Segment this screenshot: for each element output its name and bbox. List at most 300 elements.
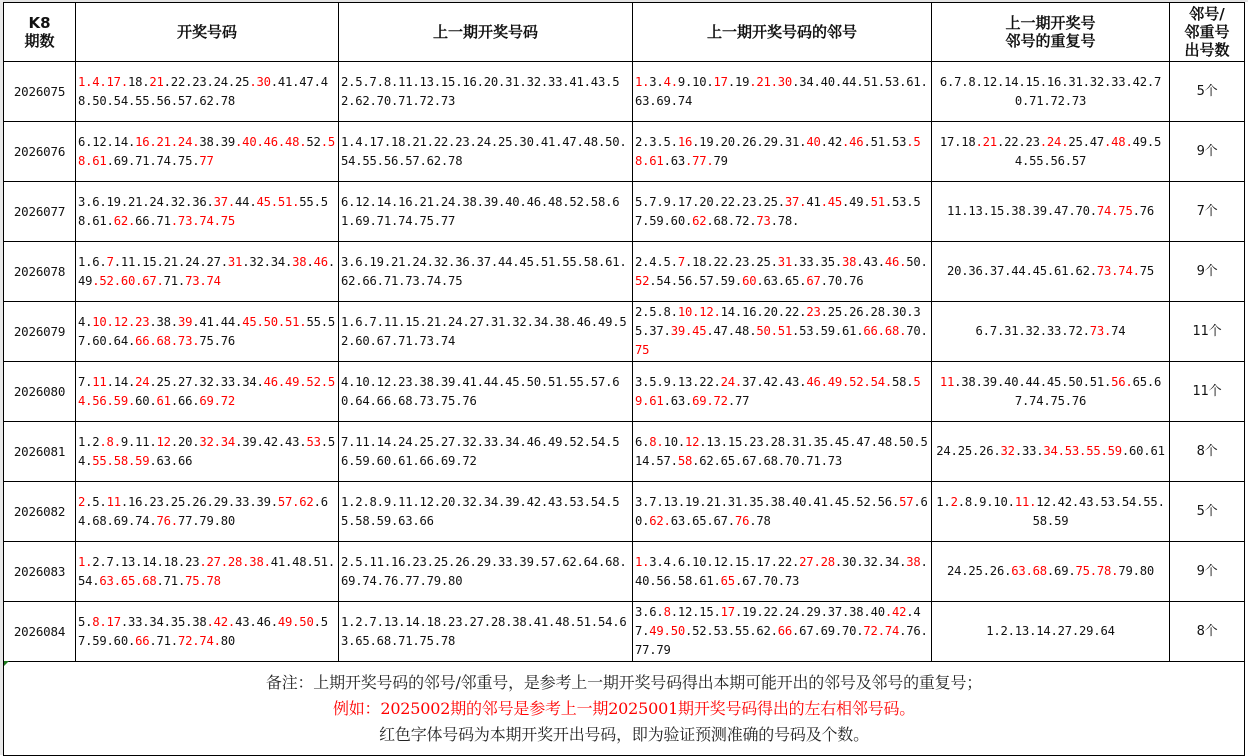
number-segment: .69. <box>1046 564 1076 578</box>
period-cell[interactable]: 2026083 <box>4 542 76 602</box>
number-segment: .8.9.10. <box>957 494 1015 509</box>
hit-number-segment: 17 <box>713 74 728 89</box>
hit-number-segment: .58.61 <box>78 134 335 168</box>
period-cell[interactable]: 2026077 <box>4 182 76 242</box>
number-segment: 3.7.13.19.21.31.35.38.40.41.45.52.56. <box>635 494 900 509</box>
hit-number-segment: 46.49.52.54. <box>806 374 892 389</box>
number-segment: 58. <box>891 374 914 389</box>
hit-number-segment: 17 <box>720 605 735 619</box>
hit-number-segment: 32.34 <box>199 434 236 449</box>
hit-number-segment: 73.74 <box>185 273 221 288</box>
number-segment: 74 <box>1111 324 1126 338</box>
number-segment: 49.54.55.56.57 <box>1014 134 1162 168</box>
hit-number-segment: 39.45 <box>670 324 707 338</box>
number-segment: 63.65.67. <box>670 513 735 528</box>
number-segment: .57.59.60. <box>78 614 328 648</box>
table-row <box>4 542 1245 602</box>
hit-number-segment: 16.21.24. <box>135 134 200 149</box>
notes-cell[interactable] <box>4 662 1245 756</box>
hit-number-segment: 53 <box>306 434 321 449</box>
prev-draw-numbers-cell[interactable] <box>339 362 633 422</box>
draw-numbers-cell[interactable] <box>76 602 339 662</box>
number-segment: 41 <box>806 194 821 209</box>
number-segment: 79.80 <box>1118 564 1154 578</box>
number-segment: .76.77.79 <box>635 624 928 657</box>
number-segment: .63. <box>663 393 693 408</box>
number-segment: .14. <box>106 374 136 389</box>
hit-number-segment: 12 <box>156 434 171 449</box>
table-body <box>4 62 1245 662</box>
hit-number-segment: 62. <box>113 213 136 228</box>
number-segment: 5. <box>78 614 93 629</box>
hit-number-segment: 67 <box>806 273 821 288</box>
neighbor-repeats-cell[interactable] <box>932 602 1170 662</box>
number-segment: .77 <box>727 393 750 408</box>
hit-number-segment: 45.51. <box>256 194 300 209</box>
hit-number-segment: 58 <box>677 453 693 468</box>
number-segment: 75 <box>1139 264 1154 278</box>
number-segment: .76 <box>1132 204 1154 218</box>
number-segment: .49 <box>78 254 335 288</box>
header-count-line1: 邻号/ <box>1189 5 1225 23</box>
hit-number-segment: 32 <box>1000 444 1015 458</box>
header-repeats-line2: 邻号的重复号 <box>1005 32 1096 50</box>
header-row <box>4 3 1245 62</box>
note-line-3: 红色字体号码为本期开奖开出号码，即为验证预测准确的号码及个数。 <box>379 724 869 744</box>
prev-draw-numbers-cell[interactable] <box>339 182 633 242</box>
number-segment: .52.53.55.62. <box>684 624 778 638</box>
number-segment: . <box>306 254 314 269</box>
note-line-2-example: 例如：2025002期的邻号是参考上一期2025001期开奖号码得出的左右相邻号码。 <box>332 698 916 718</box>
hit-number-segment: 37. <box>784 194 807 209</box>
number-segment: .64.68.69.74. <box>78 494 328 528</box>
table-row <box>4 422 1245 482</box>
number-segment: .54.56.57.59. <box>649 273 743 288</box>
hit-number-segment: 7 <box>677 254 685 269</box>
hit-number-segment: 8. <box>649 434 664 449</box>
period-cell[interactable]: 2026081 <box>4 422 76 482</box>
number-segment: .33.34.35.38 <box>120 614 207 629</box>
number-segment: .25.27.32.33.34. <box>149 374 264 389</box>
number-segment: .60.61 <box>1121 444 1165 458</box>
hit-number-segment: 73.74. <box>1096 264 1140 278</box>
number-segment: .18.22.23.25. <box>684 254 778 269</box>
number-segment: 79 <box>713 153 728 168</box>
neighbor-repeats-cell[interactable] <box>932 182 1170 242</box>
number-segment: .42 <box>820 134 843 149</box>
number-segment: 1.2.13.14.27.29.64 <box>986 624 1115 638</box>
period-cell[interactable]: 2026078 <box>4 242 76 302</box>
hit-number-segment: 46.49.52.54.56.59. <box>78 374 335 408</box>
number-segment: .47. <box>635 605 921 638</box>
hit-number-segment: .40.46.48. <box>235 134 307 149</box>
number-segment: 20.36.37.44.45.61.62. <box>947 264 1097 278</box>
hit-number-segment: 40 <box>806 134 821 149</box>
header-repeats[interactable] <box>932 3 1170 62</box>
notes-row <box>4 662 1245 756</box>
table-row <box>4 182 1245 242</box>
hit-number-segment: 52 <box>635 273 650 288</box>
prev-draw-numbers-cell[interactable] <box>339 242 633 302</box>
hit-count-cell[interactable]: 9个 <box>1170 542 1245 602</box>
prev-draw-numbers-cell[interactable] <box>339 122 633 182</box>
hit-number-segment: 59.61 <box>635 374 921 408</box>
number-segment: 70. <box>906 324 928 338</box>
hit-number-segment: 55.58.59 <box>92 453 150 468</box>
number-segment: 7.11.14.24.25.27.32.33.34.46.49.52.54.56.59.60.61.66.69.72 <box>341 434 620 468</box>
hit-number-segment: .30 <box>249 74 271 89</box>
hit-count-cell[interactable]: 7个 <box>1170 182 1245 242</box>
hit-count-cell[interactable]: 11个 <box>1170 302 1245 362</box>
draw-numbers-cell[interactable] <box>76 482 339 542</box>
number-segment: 38.39 <box>199 134 236 149</box>
number-segment: 3.6.19.21.24.32.36.37.44.45.51.55.58.61.62.66.71.73.74.75 <box>341 254 627 288</box>
table-row <box>4 602 1245 662</box>
hit-number-segment: 38 <box>842 254 857 269</box>
table-row <box>4 302 1245 362</box>
hit-number-segment: 1. <box>635 554 650 569</box>
number-segment: 4.10.12.23.38.39.41.44.45.50.51.55.57.60.64.66.68.73.75.76 <box>341 374 620 408</box>
neighbor-repeats-cell[interactable] <box>932 62 1170 122</box>
hit-number-segment: 60 <box>742 273 757 288</box>
neighbor-repeats-cell[interactable] <box>932 422 1170 482</box>
hit-number-segment: .21 <box>975 134 997 149</box>
hit-count-cell[interactable]: 8个 <box>1170 422 1245 482</box>
number-segment: .62.65.67.68.70.71.73 <box>692 453 842 468</box>
number-segment: 9.10. <box>677 74 714 89</box>
hit-number-segment: 76. <box>156 513 178 528</box>
number-segment: .47.48. <box>706 324 757 338</box>
number-segment: 6.12.14. <box>78 134 136 149</box>
hit-number-segment: .8. <box>99 434 121 449</box>
draw-numbers-cell[interactable] <box>76 542 339 602</box>
prev-draw-numbers-cell[interactable] <box>339 62 633 122</box>
header-period-line1: K8 <box>28 14 51 32</box>
number-segment: 55.57.60.64. <box>78 314 336 348</box>
hit-number-segment: 63.68 <box>1011 564 1047 578</box>
prev-draw-numbers-cell[interactable] <box>339 482 633 542</box>
number-segment: .43. <box>856 254 885 269</box>
hit-number-segment: 62 <box>692 213 707 228</box>
number-segment: .53.59.61. <box>792 324 864 338</box>
number-segment: 60. <box>135 393 157 408</box>
hit-number-segment: 8 <box>663 605 671 619</box>
number-segment: .60. <box>635 494 928 528</box>
number-segment: .41.44. <box>192 314 243 329</box>
hit-number-segment: 10.12.23 <box>92 314 150 329</box>
hit-number-segment: 46. <box>884 254 907 269</box>
hit-number-segment: 27.28 <box>799 554 835 569</box>
prev-draw-numbers-cell[interactable] <box>339 542 633 602</box>
period-cell[interactable]: 2026084 <box>4 602 76 662</box>
draw-numbers-cell[interactable] <box>76 182 339 242</box>
hit-count-cell[interactable]: 8个 <box>1170 602 1245 662</box>
hit-number-segment: 21 <box>149 74 164 89</box>
prev-neighbors-cell[interactable] <box>633 482 932 542</box>
hit-number-segment: .45 <box>820 194 843 209</box>
number-segment: .12.15. <box>670 605 721 619</box>
prev-neighbors-cell[interactable] <box>633 62 932 122</box>
prev-neighbors-cell[interactable] <box>633 122 932 182</box>
number-segment: 6.7.31.32.33.72. <box>975 324 1090 338</box>
hit-number-segment: 11 <box>939 374 955 389</box>
hit-number-segment: 61 <box>156 393 171 408</box>
hit-number-segment: 1. <box>78 554 93 569</box>
hit-number-segment: .21.30 <box>749 74 793 89</box>
table-row <box>4 242 1245 302</box>
number-segment: 2.3.5. <box>635 134 678 149</box>
number-segment: .78. <box>770 213 800 228</box>
hit-number-segment: 73 <box>756 213 771 228</box>
hit-number-segment: 57.62 <box>277 494 314 509</box>
hit-number-segment: 46 <box>313 254 328 269</box>
number-segment: .69.71.74.75. <box>106 153 200 168</box>
hit-number-segment: 38 <box>906 554 921 569</box>
draw-numbers-cell[interactable] <box>76 242 339 302</box>
number-segment: .39.42.43. <box>235 434 307 449</box>
number-segment: .71. <box>149 633 178 648</box>
hit-number-segment: 1.4.17. <box>78 74 128 89</box>
prev-draw-numbers-cell[interactable] <box>339 602 633 662</box>
neighbor-repeats-cell[interactable] <box>932 242 1170 302</box>
number-segment: .71. <box>156 573 186 588</box>
prev-neighbors-cell[interactable] <box>633 602 932 662</box>
prev-draw-numbers-cell[interactable] <box>339 422 633 482</box>
number-segment: .54. <box>78 434 335 468</box>
hit-number-segment: .52.60.67. <box>92 273 164 288</box>
hit-number-segment: 65 <box>720 573 735 588</box>
period-cell[interactable]: 2026080 <box>4 362 76 422</box>
hit-number-segment: 72.74. <box>177 633 221 648</box>
hit-number-segment: 31 <box>777 254 793 269</box>
number-segment: 12.42.43.53.54.55.58.59 <box>1032 494 1165 528</box>
header-period-line2: 期数 <box>24 32 55 50</box>
number-segment: 18. <box>127 74 150 89</box>
hit-number-segment: 77 <box>199 153 214 168</box>
number-segment: 75.76 <box>199 333 236 348</box>
draw-numbers-cell[interactable] <box>76 122 339 182</box>
number-segment: 43.46. <box>235 614 278 629</box>
prev-neighbors-cell[interactable] <box>633 182 932 242</box>
number-segment: 2.5.8. <box>635 305 678 319</box>
number-segment: 24.25.26. <box>946 564 1012 578</box>
hit-number-segment: 24 <box>135 374 150 389</box>
hit-number-segment: 37. <box>213 194 236 209</box>
hit-count-cell[interactable]: 11个 <box>1170 362 1245 422</box>
hit-number-segment: 24. <box>720 374 743 389</box>
number-segment: .19.20.26.29.31. <box>692 134 807 149</box>
number-segment: .20. <box>170 434 200 449</box>
header-draw[interactable]: 开奖号码 <box>76 3 339 62</box>
hit-number-segment: 16 <box>677 134 693 149</box>
hit-number-segment: 75.78 <box>185 573 221 588</box>
number-segment: 1.6. <box>78 254 107 269</box>
number-segment: .40.56.58.61. <box>635 554 928 588</box>
hit-number-segment: 66.68. <box>863 324 907 338</box>
number-segment: 37.42.43. <box>742 374 807 389</box>
hit-number-segment: 34.53.55.59 <box>1043 444 1122 458</box>
number-segment: 7. <box>78 374 93 389</box>
number-segment: 41.48.51.54. <box>78 554 335 588</box>
number-segment: 3.5.9.13.22. <box>635 374 721 389</box>
period-cell[interactable]: 2026075 <box>4 62 76 122</box>
prev-neighbors-cell[interactable] <box>633 422 932 482</box>
number-segment: .13.15.23.28.31.35.45.47.48.50.514.57. <box>635 434 928 468</box>
number-segment: 6. <box>635 434 650 449</box>
number-segment: 9.11. <box>120 434 157 449</box>
cell-comment-marker-icon <box>4 661 9 666</box>
number-segment: 52 <box>306 134 321 149</box>
period-cell[interactable]: 2026082 <box>4 482 76 542</box>
number-segment: .30.32.34. <box>834 554 907 569</box>
number-segment: 2.7.13.14.18.23 <box>92 554 200 569</box>
hit-number-segment: 51 <box>870 194 885 209</box>
number-segment: .25.26.28.30.35.37. <box>635 305 921 338</box>
number-segment: .78 <box>749 513 771 528</box>
number-segment: .67.70.73 <box>734 573 800 588</box>
number-segment: .19.22.24.29.37.38.40 <box>734 605 885 619</box>
number-segment: .53.57.59.60. <box>635 194 921 228</box>
number-segment: .22.23.24.25 <box>163 74 250 89</box>
period-cell[interactable]: 2026079 <box>4 302 76 362</box>
hit-count-cell[interactable]: 9个 <box>1170 122 1245 182</box>
number-segment: 14.16.20.22. <box>720 305 807 319</box>
number-segment: 44. <box>235 194 257 209</box>
number-segment: .66. <box>170 393 200 408</box>
number-segment: .41.47.48.50.54.55.56.57.62.78 <box>78 74 328 108</box>
number-segment: .33. <box>1014 444 1044 458</box>
hit-number-segment: 11 <box>106 494 121 509</box>
number-segment: 11.13.15.38.39.47.70. <box>947 204 1097 218</box>
number-segment: .51.53 <box>863 134 907 149</box>
hit-number-segment: 1. <box>635 74 650 89</box>
number-segment: 1.4.17.18.21.22.23.24.25.30.41.47.48.50.54.55.56.57.62.78 <box>341 134 627 168</box>
neighbor-repeats-cell[interactable] <box>932 482 1170 542</box>
header-prev-draw[interactable]: 上一期开奖号码 <box>339 3 633 62</box>
number-segment: 2.5.11.16.23.25.26.29.33.39.57.62.64.68.69.74.76.77.79.80 <box>341 554 627 588</box>
prev-draw-numbers-cell[interactable] <box>339 302 633 362</box>
header-count[interactable] <box>1170 3 1245 62</box>
header-prev-neighbors[interactable]: 上一期开奖号码的邻号 <box>633 3 932 62</box>
number-segment: 66.71 <box>135 213 171 228</box>
hit-number-segment: 69.72 <box>199 393 236 408</box>
number-segment: .38. <box>149 314 178 329</box>
neighbor-repeats-cell[interactable] <box>932 542 1170 602</box>
hit-number-segment: .42 <box>884 605 907 619</box>
number-segment: 1. <box>936 494 951 509</box>
number-segment: .63.65. <box>756 273 807 288</box>
draw-numbers-cell[interactable] <box>76 422 339 482</box>
header-count-line2: 邻重号 <box>1184 23 1230 41</box>
hit-number-segment: 11. <box>1014 494 1037 509</box>
number-segment: 65.67.74.75.76 <box>1014 374 1162 408</box>
hit-count-cell[interactable]: 9个 <box>1170 242 1245 302</box>
hit-number-segment: 4. <box>663 74 678 89</box>
hit-number-segment: 74.75 <box>1096 204 1133 218</box>
number-segment: .32.34. <box>242 254 293 269</box>
number-segment: .68.72. <box>706 213 757 228</box>
hit-number-segment: .48. <box>1104 134 1133 149</box>
table-row <box>4 362 1245 422</box>
period-cell[interactable]: 2026076 <box>4 122 76 182</box>
number-segment: 25.47 <box>1068 134 1105 149</box>
number-segment: 24.25.26. <box>936 444 1001 458</box>
k8-analysis-table <box>3 2 1245 756</box>
prev-neighbors-cell[interactable] <box>633 362 932 422</box>
number-segment: .49. <box>842 194 871 209</box>
hit-count-cell[interactable]: 5个 <box>1170 482 1245 542</box>
hit-number-segment: 66.68.73. <box>135 333 200 348</box>
neighbor-repeats-cell[interactable] <box>932 362 1170 422</box>
prev-neighbors-cell[interactable] <box>633 302 932 362</box>
hit-number-segment: 57 <box>899 494 914 509</box>
hit-number-segment: 66 <box>135 633 150 648</box>
neighbor-repeats-cell[interactable] <box>932 122 1170 182</box>
number-segment: .63.66 <box>149 453 193 468</box>
hit-number-segment: 75.78. <box>1075 564 1119 578</box>
number-segment: 50. <box>906 254 928 269</box>
hit-number-segment: 62. <box>649 513 671 528</box>
draw-numbers-cell[interactable] <box>76 62 339 122</box>
number-segment: .5. <box>85 494 107 509</box>
prev-neighbors-cell[interactable] <box>633 542 932 602</box>
number-segment: .11.15.21.24.27. <box>113 254 228 269</box>
hit-number-segment: .58.61 <box>635 134 921 168</box>
hit-number-segment: .77. <box>684 153 714 168</box>
number-segment: .67.69.70. <box>792 624 864 638</box>
number-segment: 6.7.8.12.14.15.16.31.32.33.42.70.71.72.73 <box>939 74 1162 108</box>
hit-number-segment: .73.74.75 <box>170 213 236 228</box>
header-period[interactable] <box>4 3 76 62</box>
number-segment: 1.6.7.11.15.21.24.27.31.32.34.38.46.49.52.60.67.71.73.74 <box>341 314 627 348</box>
hit-number-segment: 66 <box>777 624 793 638</box>
draw-numbers-cell[interactable] <box>76 302 339 362</box>
hit-number-segment: 50.51 <box>756 324 793 338</box>
hit-number-segment: 12 <box>684 434 700 449</box>
number-segment: .16.23.25.26.29.33.39. <box>120 494 278 509</box>
header-count-line3: 出号数 <box>1184 41 1230 59</box>
hit-number-segment: 49.50 <box>277 614 314 629</box>
draw-numbers-cell[interactable] <box>76 362 339 422</box>
number-segment: 5.7.9.17.20.22.23.25. <box>635 194 785 209</box>
hit-number-segment: 56. <box>1111 374 1133 389</box>
hit-number-segment: 38 <box>292 254 307 269</box>
hit-number-segment: 75 <box>635 343 650 357</box>
hit-number-segment: 49.50 <box>649 624 685 638</box>
hit-count-cell[interactable]: 5个 <box>1170 62 1245 122</box>
number-segment: 80 <box>220 633 236 648</box>
number-segment: .19 <box>727 74 750 89</box>
hit-number-segment: 2 <box>950 494 958 509</box>
hit-number-segment: 73. <box>1089 324 1112 338</box>
number-segment: .34.40.44.51.53.61.63.69.74 <box>635 74 928 108</box>
number-segment: 6.12.14.16.21.24.38.39.40.46.48.52.58.61.69.71.74.75.77 <box>341 194 620 228</box>
hit-number-segment: 8.17 <box>92 614 121 629</box>
note-line-1: 备注：上期开奖号码的邻号/邻重号，是参考上一期开奖号码得出本期可能开出的邻号及邻号的重复号； <box>265 672 983 692</box>
hit-number-segment: 23 <box>806 305 821 319</box>
hit-number-segment: 7 <box>106 254 114 269</box>
number-segment: .22.23 <box>996 134 1040 149</box>
number-segment: .70.76 <box>820 273 864 288</box>
prev-neighbors-cell[interactable] <box>633 242 932 302</box>
hit-number-segment: 76 <box>734 513 750 528</box>
hit-number-segment: 2 <box>78 494 86 509</box>
number-segment: 3.4.6.10.12.15.17.22. <box>649 554 800 569</box>
table-row <box>4 122 1245 182</box>
number-segment: 2.5.7.8.11.13.15.16.20.31.32.33.41.43.52.62.70.71.72.73 <box>341 74 620 108</box>
neighbor-repeats-cell[interactable] <box>932 302 1170 362</box>
hit-number-segment: 31 <box>227 254 243 269</box>
